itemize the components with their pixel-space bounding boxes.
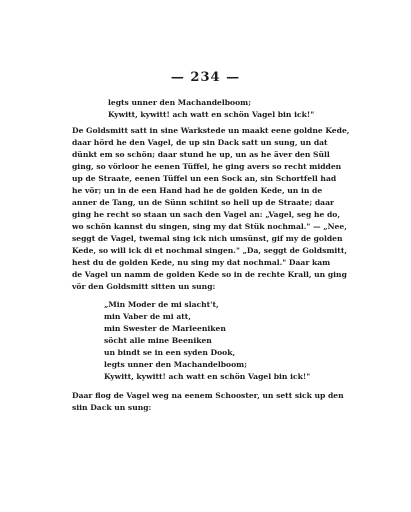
verse-line: Kywitt, kywitt! ach watt en schön Vagel bin ick!" [104,372,311,381]
paragraph-line: dünkt em so schön; daar stund he up, un as he äver den Süll [72,150,330,159]
paragraph-line: ging he recht so staan un sach den Vagel an: „Vagel, seg he do, [72,210,340,219]
paragraph-line: De Goldsmitt satt in sine Warkstede un maakt eene goldne Kede, [72,126,350,135]
paragraph-line: he vör; un in de een Hand had he de golden Kede, un in de [72,186,323,195]
paragraph-line: de Vagel un namm de golden Kede so in de rechte Krall, un ging [72,270,347,279]
verse-line: un bindt se in een syden Dook, [104,348,236,357]
paragraph-line: Kede, so will ick di et nochmal singen." „Da, seggt de Goldsmitt, [72,246,347,255]
intro-line: legts unner den Machandelboom; [108,98,252,107]
paragraph-line: seggt de Vagel, twemal sing ick nich umsünst, gif my de golden [72,234,343,243]
paragraph-line: ging, so vörloor he eenen Tüffel, he ging avers so recht midden [72,162,342,171]
paragraph-line: daar hörd he den Vagel, de up sin Dack satt un sung, un dat [72,138,328,147]
intro-line: Kywitt, kywitt! ach watt en schön Vagel bin ick!" [108,110,315,119]
paragraph-line: hest du de golden Kede, nu sing my dat nochmal." Daar kam [72,258,331,267]
closing-line: Daar flog de Vagel weg na eenem Schooster, un sett sick up den [72,391,344,400]
paragraph-line: anner de Tang, un de Sünn schiint so hell up de Straate; daar [72,198,334,207]
paragraph-line: vör den Goldsmitt sitten un sung: [72,282,216,291]
closing-line: siin Dack un sung: [72,403,152,412]
paragraph-line: wo schön kannst du singen, sing my dat Stük nochmal." — „Nee, [72,222,347,231]
page-number: — 234 — [170,70,241,85]
verse-line: min Swester de Marleeniken [104,324,226,333]
verse-line: söcht alle mine Beeniken [104,336,212,345]
paragraph-line: up de Straate, eenen Tüffel un een Sock an, sin Schortfell had [72,174,337,183]
verse-line: legts unner den Machandelboom; [104,360,248,369]
verse-line: min Vaber de mi att, [104,312,191,321]
verse-line: „Min Moder de mi slacht't, [104,300,219,309]
